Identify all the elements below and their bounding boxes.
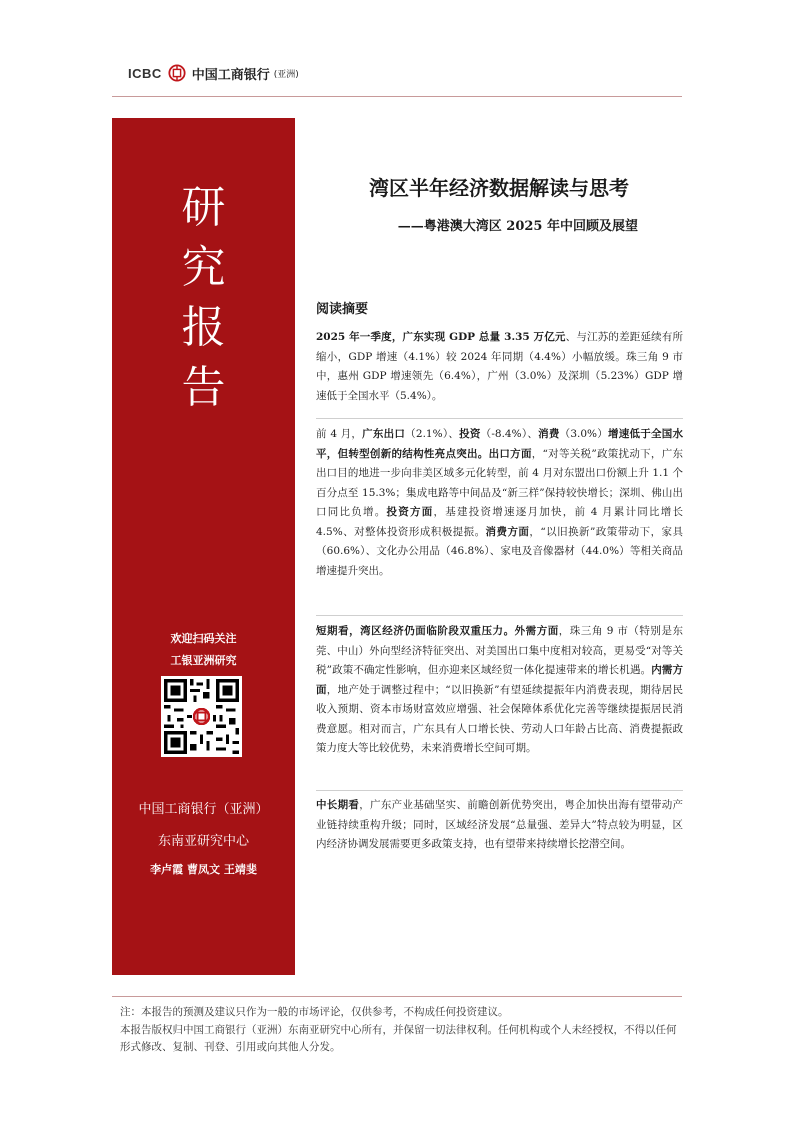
icbc-wordmark: ICBC [128,65,162,81]
icbc-logo-icon [168,64,186,82]
para-text: 、与江苏的差距延续有所缩小，GDP 增速（4.1%）较 2024 年同期（4.4%）小幅放缓。珠三角 9 市中，惠州 GDP 增速领先（6.4%），广州（3.0%）及深圳（5.23%）GDP 增速低于全国水平（5.4%）。 [316,331,684,402]
vertical-title-char: 研 [181,182,226,233]
summary-paragraph-4 [316,796,683,855]
org-name: 中国工商银行（亚洲） [138,802,269,817]
authors: 李卢霞 曹凤文 王靖斐 [150,863,257,876]
vertical-title-char: 告 [181,362,226,413]
para-bold: 中长期看 [316,799,360,811]
paragraph-divider [316,418,683,419]
para-text: （3.0%） [559,428,609,440]
research-center-name: 东南亚研究中心 [157,834,249,849]
para-text: ，珠三角 9 市（特别是东莞、中山）外向型经济特征突出、对美国出口集中度相对较高，更易受“对等关税”政策不确定性影响，但亦迎来区域经贸一体化提速带来的增长机遇。 [316,625,684,676]
disclaimer-note: 注：本报告的预测及建议只作为一般的市场评论，仅供参考，不构成任何投资建议。 [120,1006,509,1018]
para-bold: 投资方面 [386,506,434,518]
para-text: ，“对等关税”政策扰动下，广东出口目的地进一步向非美区域多元化转型，前 4 月对东盟出口份额上升 1.1 个百分点至 15.3%；集成电路等中间品及“新三样”保持较快增长；深圳、佛山出口同比负增。 [316,447,683,518]
paragraph-divider [316,615,683,616]
paragraph-divider [316,790,683,791]
para-bold: 广东出口 [362,428,406,440]
para-text: （2.1%）、 [405,428,460,440]
summary-paragraph-2 [316,425,683,581]
report-title: 湾区半年经济数据解读与思考 [369,176,629,200]
para-text: 前 4 月， [316,428,363,440]
para-text: ，地产处于调整过程中；“以旧换新”有望延续提振年内消费表现，期待居民收入预期、资本市场财富效应增强、社会保障体系优化完善等继续提振居民消费意愿。相对而言，广东具有人口增长快、劳动人口年龄占比高、消费提振政策力度大等比较优势，未来消费增长空间可期。 [316,683,684,754]
para-text: ，基建投资增速逐月加快，前 4 月累计同比增长 4.5%、对整体投资形成积极提振。 [316,506,684,538]
para-bold: 内需方面 [316,664,684,696]
header-brand [128,62,299,84]
para-bold: 投资 [459,428,481,440]
para-bold: 增速低于全国水平，但转型创新的结构性亮点突出。出口方面 [316,428,684,460]
para-bold: 消费 [538,428,560,440]
copyright-note: 本报告版权归中国工商银行（亚洲）东南亚研究中心所有，并保留一切法律权利。任何机构或个人未经授权，不得以任何形式修改、复制、刊登、引用或向其他人分发。 [120,1024,677,1053]
summary-heading: 阅读摘要 [316,302,369,317]
header-divider [112,96,682,97]
para-text: （-8.4%）、 [480,428,539,440]
para-bold: 消费方面 [485,525,530,538]
para-text: ，广东产业基础坚实、前瞻创新优势突出，粤企加快出海有望带动产业链持续重构升级；同时，区域经济发展“总量强、差异大”特点较为明显，区内经济协调发展需要更多政策支持，也有望带来持续增长挖潜空间。 [316,799,684,850]
bank-name: 中国工商银行 [191,67,270,83]
vertical-title [112,178,295,418]
vertical-title-char: 究 [181,242,226,293]
report-subtitle: ——粤港澳大湾区 2025 年中回顾及展望 [397,219,638,234]
para-bold: 短期看，湾区经济仍面临阶段双重压力。外需方面 [316,625,559,637]
sidebar-panel [112,118,295,975]
footer-divider [112,996,682,997]
scan-prompt-line2: 工银亚洲研究 [170,654,237,667]
para-bold: 2025 年一季度，广东实现 GDP 总量 3.35 万亿元 [316,331,566,343]
scan-prompt-line1: 欢迎扫码关注 [170,632,237,645]
qr-code-icon[interactable] [161,676,242,757]
vertical-title-char: 报 [181,302,226,353]
bank-region: (亚洲) [273,69,299,80]
summary-paragraph-3 [316,622,683,759]
para-text: ，“以旧换新”政策带动下，家具（60.6%）、文化办公用品（46.8%）、家电及音像器材（44.0%）等相关商品增速提升突出。 [316,525,683,577]
summary-paragraph-1 [316,328,683,406]
